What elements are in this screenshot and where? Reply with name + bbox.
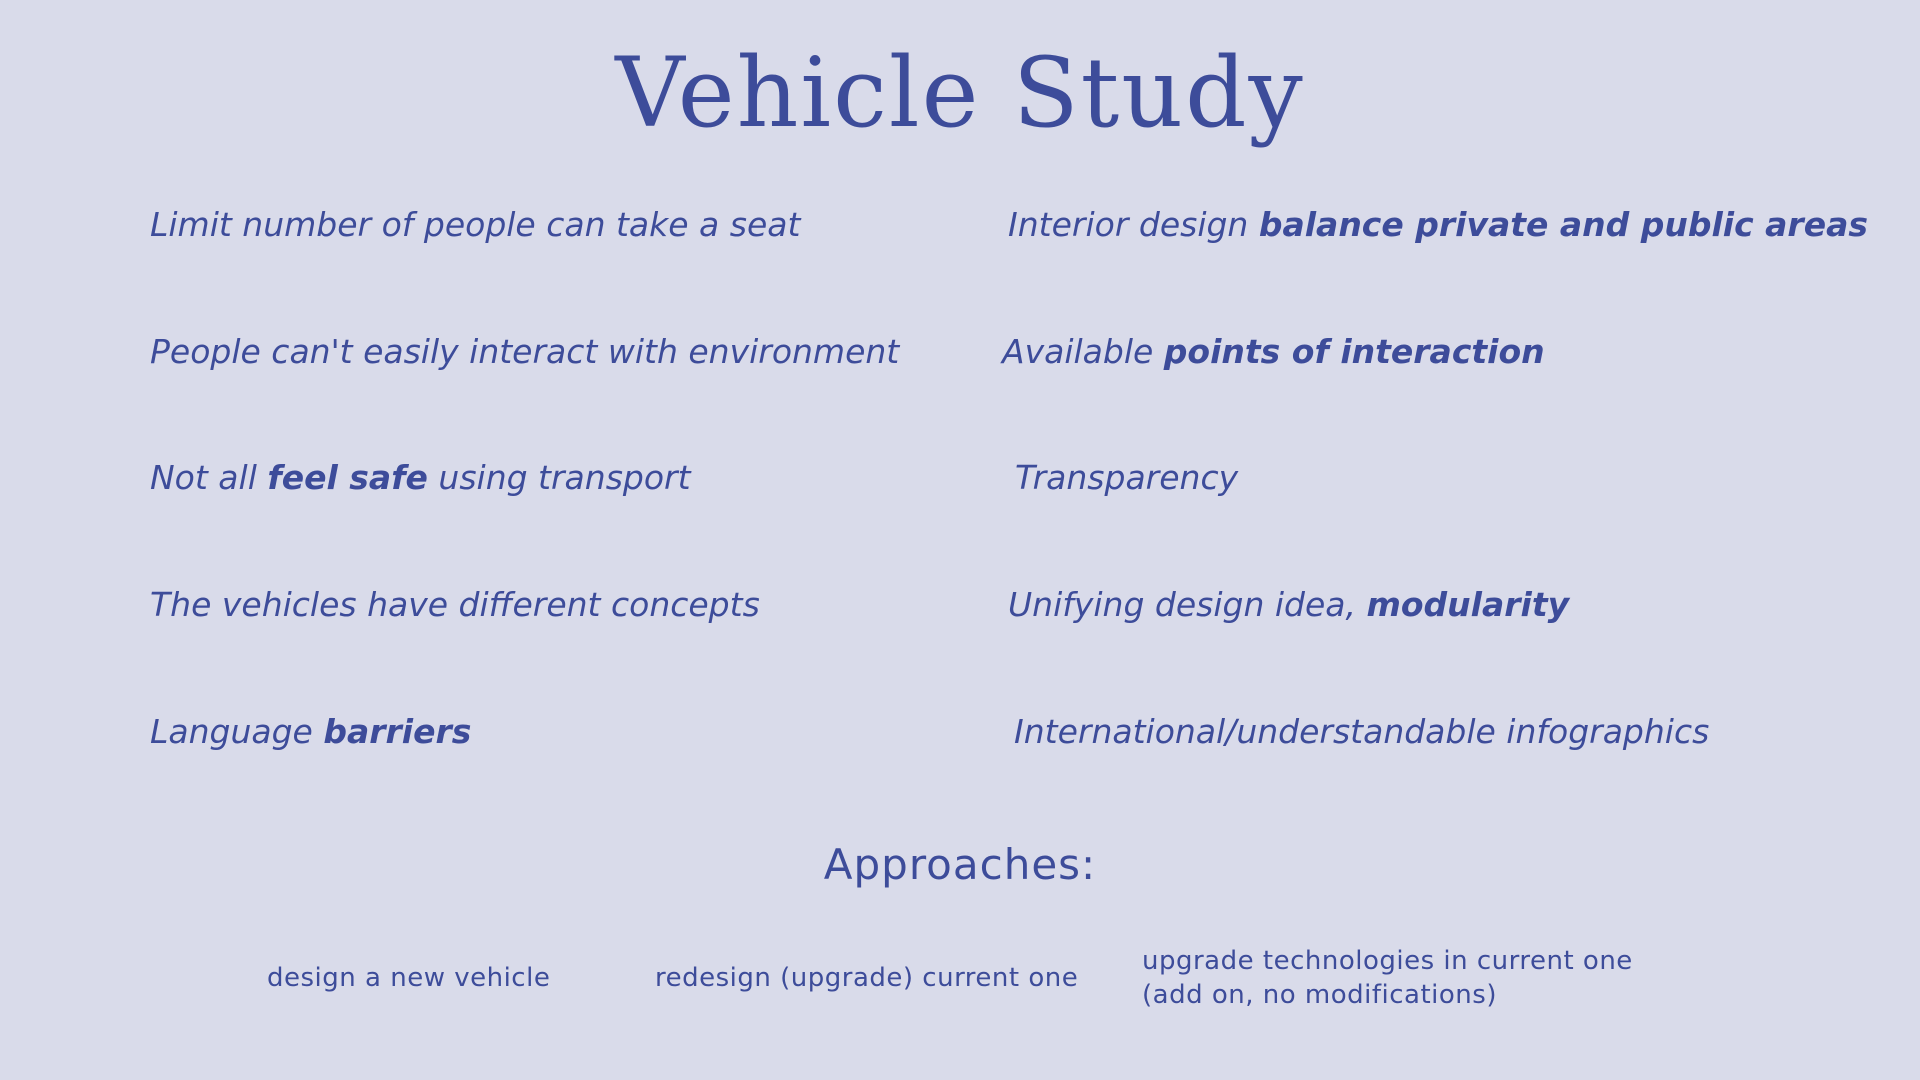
solution-points-of-interaction (1002, 332, 1545, 372)
problem-different-concepts: The vehicles have different concepts (150, 585, 760, 624)
solution-text: Unifying design idea, (1008, 585, 1367, 624)
approaches-heading: Approaches: (823, 840, 1097, 889)
approach-label: redesign (upgrade) current one (655, 963, 1079, 993)
problem-feel-safe (150, 458, 691, 498)
approach-redesign (655, 962, 1078, 996)
solution-text: Available (1002, 332, 1164, 371)
page-title: Vehicle Study (615, 37, 1305, 149)
problem-seat-limit: Limit number of people can take a seat (150, 205, 801, 244)
problem-environment-interaction: People can't easily interact with environment (150, 332, 900, 371)
solution-emphasis: modularity (1366, 585, 1570, 624)
problem-text: Language (150, 712, 324, 751)
approach-label: upgrade technologies in current one (1142, 946, 1633, 976)
problem-text-after: using transport (427, 458, 691, 497)
approach-sublabel: (add on, no modifications) (1142, 979, 1497, 1010)
problem-language-barriers (150, 712, 471, 752)
approach-new-vehicle (267, 962, 550, 996)
approach-upgrade-technologies (1142, 945, 1633, 1013)
solution-emphasis: balance private and public areas (1258, 205, 1868, 244)
solution-interior-design (1008, 205, 1868, 245)
solution-infographics: International/understandable infographics (1014, 712, 1710, 751)
solution-modularity (1008, 585, 1569, 625)
problem-text: Not all (150, 458, 268, 497)
problem-emphasis: barriers (323, 712, 472, 751)
solution-emphasis: points of interaction (1163, 332, 1545, 371)
approach-label: design a new vehicle (267, 963, 551, 993)
solution-text: Interior design (1008, 205, 1259, 244)
solution-transparency: Transparency (1015, 458, 1239, 497)
problem-emphasis: feel safe (267, 458, 428, 497)
